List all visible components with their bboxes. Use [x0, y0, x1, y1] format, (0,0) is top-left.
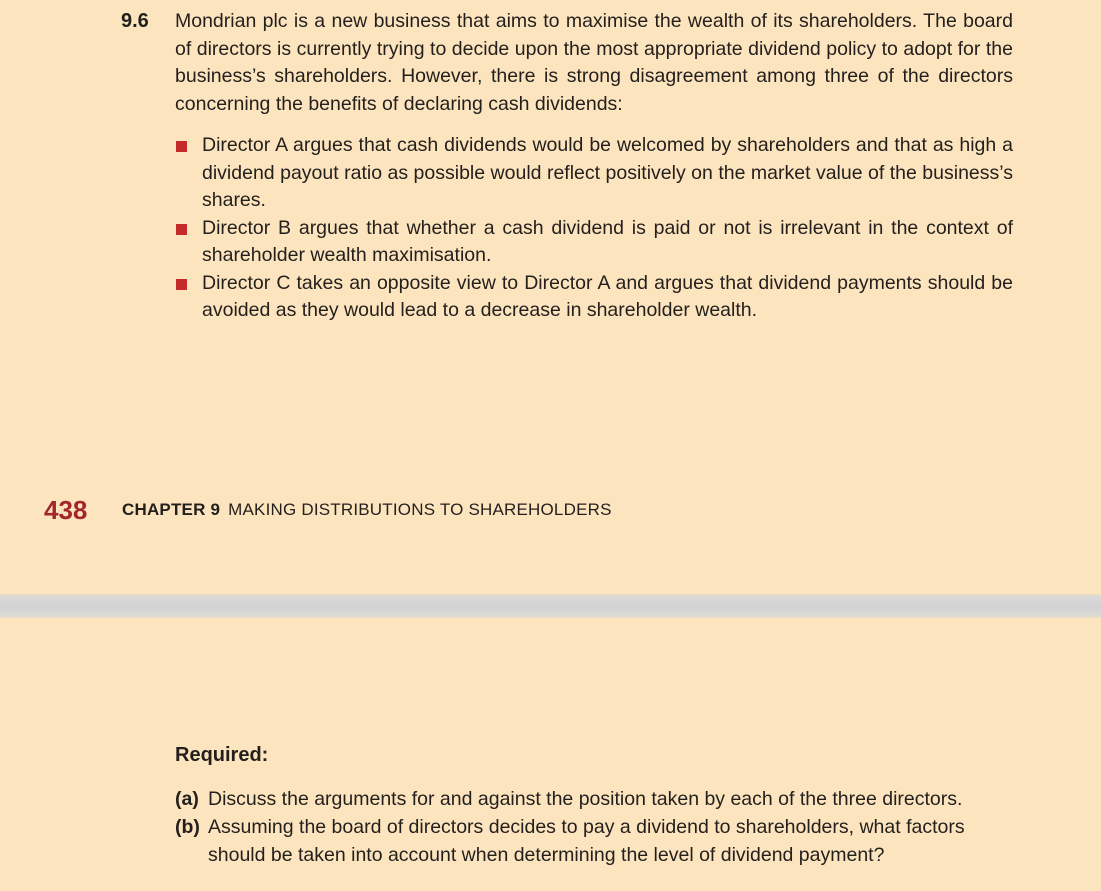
bullet-item-director-c: [175, 270, 1013, 325]
required-heading: Required:: [175, 744, 269, 766]
bullet-item-director-b: [175, 215, 1013, 270]
required-item-text: Discuss the arguments for and against the position taken by each of the three directors.: [208, 788, 963, 810]
required-item-b: [175, 813, 1015, 869]
chapter-title: MAKING DISTRIBUTIONS TO SHAREHOLDERS: [228, 500, 612, 519]
bullet-text: Director B argues that whether a cash dividend is paid or not is irrelevant in the context of shareholder wealth maximisation.: [202, 216, 1013, 266]
page-separator: [0, 594, 1101, 618]
bullet-item-director-a: [175, 132, 1013, 215]
square-bullet-icon: [176, 279, 187, 290]
bullet-text: Director C takes an opposite view to Director A and argues that dividend payments should be avoided as they would lead to a decrease in shareholder wealth.: [202, 271, 1013, 321]
required-item-text: Assuming the board of directors decides to pay a dividend to shareholders, what factors should be taken into account when determining the level of dividend payment?: [208, 816, 965, 866]
page-footer: [44, 494, 612, 526]
question-text: Mondrian plc is a new business that aims to maximise the wealth of its shareholders. The board of directors is currently trying to decide upon the most appropriate dividend policy to adopt for the business’s shareholders. However, there is strong disagreement among three of the directors concerning the benefits of declaring cash dividends:: [175, 10, 1013, 115]
director-bullet-list: [175, 132, 1013, 325]
required-item-label: (b): [175, 816, 200, 838]
page-number: 438: [44, 494, 88, 525]
required-list: [175, 785, 1015, 869]
required-item-label: (a): [175, 788, 199, 810]
bullet-text: Director A argues that cash dividends would be welcomed by shareholders and that as high a dividend payout ratio as possible would reflect positively on the market value of the business’s shares.: [202, 134, 1013, 211]
square-bullet-icon: [176, 224, 187, 235]
required-item-a: [175, 785, 1015, 813]
question-number: 9.6: [121, 10, 149, 32]
square-bullet-icon: [176, 141, 187, 152]
chapter-label: CHAPTER 9: [122, 500, 221, 519]
